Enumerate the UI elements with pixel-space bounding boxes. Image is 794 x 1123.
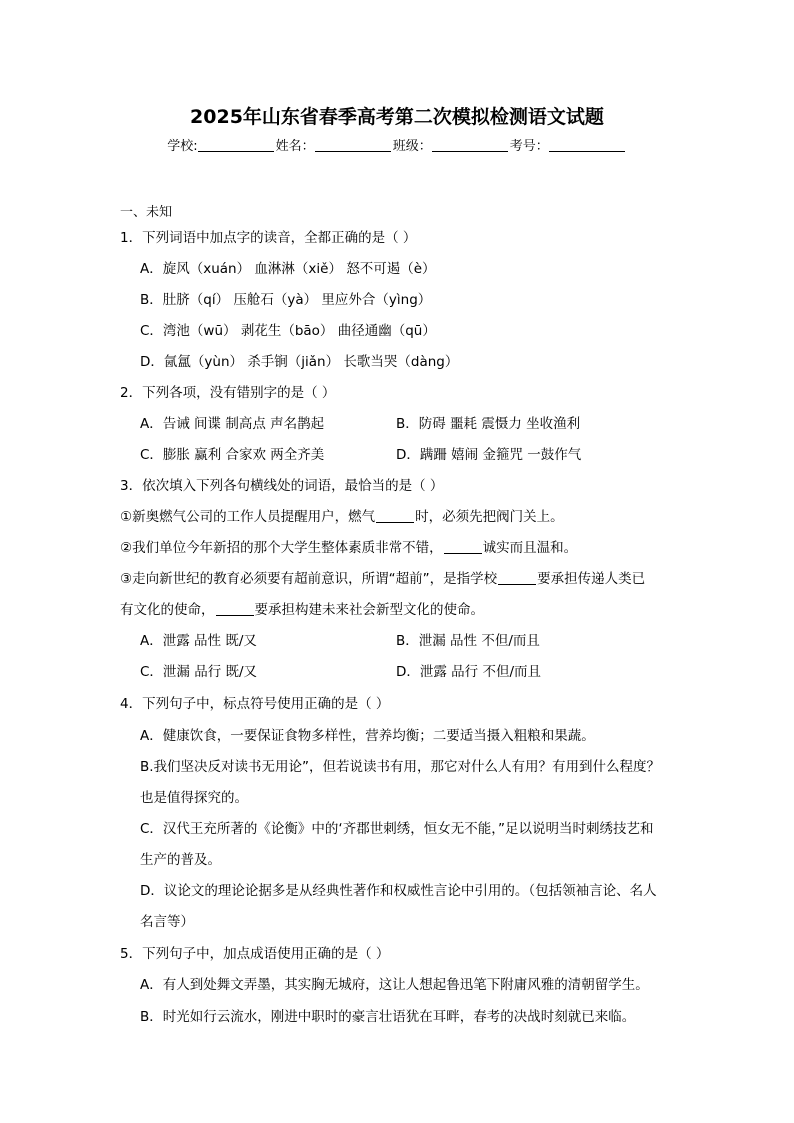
question-1-option-c: C．湾池（wū） 剥花生（bāo） 曲径通幽（qū）: [140, 323, 436, 339]
question-3-sentence-3-cont: [120, 600, 484, 620]
question-1-option-b: B．肚脐（qí） 压舱石（yà） 里应外合（yìng）: [140, 292, 432, 308]
name-blank[interactable]: [315, 138, 391, 152]
question-4-option-d-cont: 名言等）: [140, 914, 194, 930]
question-3-sentence-1: [120, 507, 564, 527]
question-3-stem: 3．依次填入下列各句横线处的词语，最恰当的是（ ）: [120, 478, 444, 494]
sentence-2-part-a: ②我们单位今年新招的那个大学生整体素质非常不错，: [120, 540, 443, 556]
class-label: 班级：: [392, 139, 432, 154]
question-1-option-a: A．旋风（xuán） 血淋淋（xiě） 怒不可遏（è）: [140, 261, 436, 277]
fill-blank-3a[interactable]: [498, 571, 536, 585]
school-label: 学校:: [167, 139, 198, 154]
question-5-stem: 5．下列句子中，加点成语使用正确的是（ ）: [120, 946, 390, 962]
fill-blank-2[interactable]: [444, 540, 482, 554]
fill-blank-3b[interactable]: [216, 602, 254, 616]
question-4-option-a: A．健康饮食，一要保证食物多样性，营养均衡；二要适当摄入粗粮和果蔬。: [140, 728, 595, 744]
question-3-option-b: B．泄漏 品性 不但/而且: [396, 633, 540, 649]
name-label: 姓名：: [275, 139, 315, 154]
question-2-option-b: B．防碍 噩耗 震慑力 坐收渔利: [396, 416, 581, 432]
question-4-option-c-cont: 生产的普及。: [140, 852, 221, 868]
sentence-3-part-d: 要承担构建未来社会新型文化的使命。: [254, 602, 484, 618]
question-3-option-d: D．泄露 品行 不但/而且: [396, 664, 542, 680]
question-3-sentence-3: [120, 569, 645, 589]
page-title: 2025年山东省春季高考第二次模拟检测语文试题: [190, 106, 604, 128]
sentence-3-part-b: 要承担传递人类已: [537, 571, 646, 587]
question-2-option-a: A．告诫 间谍 制高点 声名鹊起: [140, 416, 325, 432]
sentence-1-part-b: 时，必须先把阀门关上。: [415, 509, 564, 525]
sentence-3-part-c: 有文化的使命，: [120, 602, 215, 618]
question-2-option-c: C．膨胀 赢利 合家欢 两全齐美: [140, 447, 325, 463]
question-4-option-b-cont: 也是值得探究的。: [140, 790, 248, 806]
exam-no-blank[interactable]: [549, 138, 625, 152]
student-info-row: [0, 137, 794, 157]
question-3-option-a: A．泄露 品性 既/又: [140, 633, 257, 649]
school-blank[interactable]: [198, 138, 274, 152]
question-2-option-d: D．蹒跚 嬉闹 金箍咒 一鼓作气: [396, 447, 582, 463]
question-4-option-c: C．汉代王充所著的《论衡》中的‘齐郡世刺绣，恒女无不能，”足以说明当时刺绣技艺和: [140, 821, 654, 837]
question-1-stem: 1．下列词语中加点字的读音，全都正确的是（ ）: [120, 230, 417, 246]
question-4-option-b: B.我们坚决反对读书无用论”，但若说读书有用，那它对什么人有用？有用到什么程度？: [140, 759, 661, 775]
question-3-sentence-2: [120, 538, 577, 558]
question-1-option-d: D．氤氲（yùn） 杀手锏（jiǎn） 长歌当哭（dàng）: [140, 354, 459, 370]
question-3-option-c: C．泄漏 品行 既/又: [140, 664, 258, 680]
sentence-3-part-a: ③走向新世纪的教育必须要有超前意识，所谓“超前”，是指学校: [120, 571, 498, 587]
question-5-option-a: A．有人到处舞文弄墨，其实胸无城府，这让人想起鲁迅笔下附庸风雅的清朝留学生。: [140, 977, 649, 993]
sentence-2-part-b: 诚实而且温和。: [482, 540, 578, 556]
class-blank[interactable]: [432, 138, 508, 152]
question-5-option-b: B．时光如行云流水，刚进中职时的豪言壮语犹在耳畔，春考的决战时刻就已来临。: [140, 1009, 636, 1025]
fill-blank-1[interactable]: [376, 509, 414, 523]
question-4-stem: 4．下列句子中，标点符号使用正确的是（ ）: [120, 696, 390, 712]
sentence-1-part-a: ①新奥燃气公司的工作人员提醒用户，燃气: [120, 509, 376, 525]
exam-no-label: 考号：: [509, 139, 549, 154]
question-4-option-d: D．议论文的理论论据多是从经典性著作和权威性言论中引用的。（包括领袖言论、名人: [140, 883, 657, 899]
section-heading: 一、未知: [120, 205, 173, 220]
question-2-stem: 2．下列各项，没有错别字的是（ ）: [120, 385, 336, 401]
